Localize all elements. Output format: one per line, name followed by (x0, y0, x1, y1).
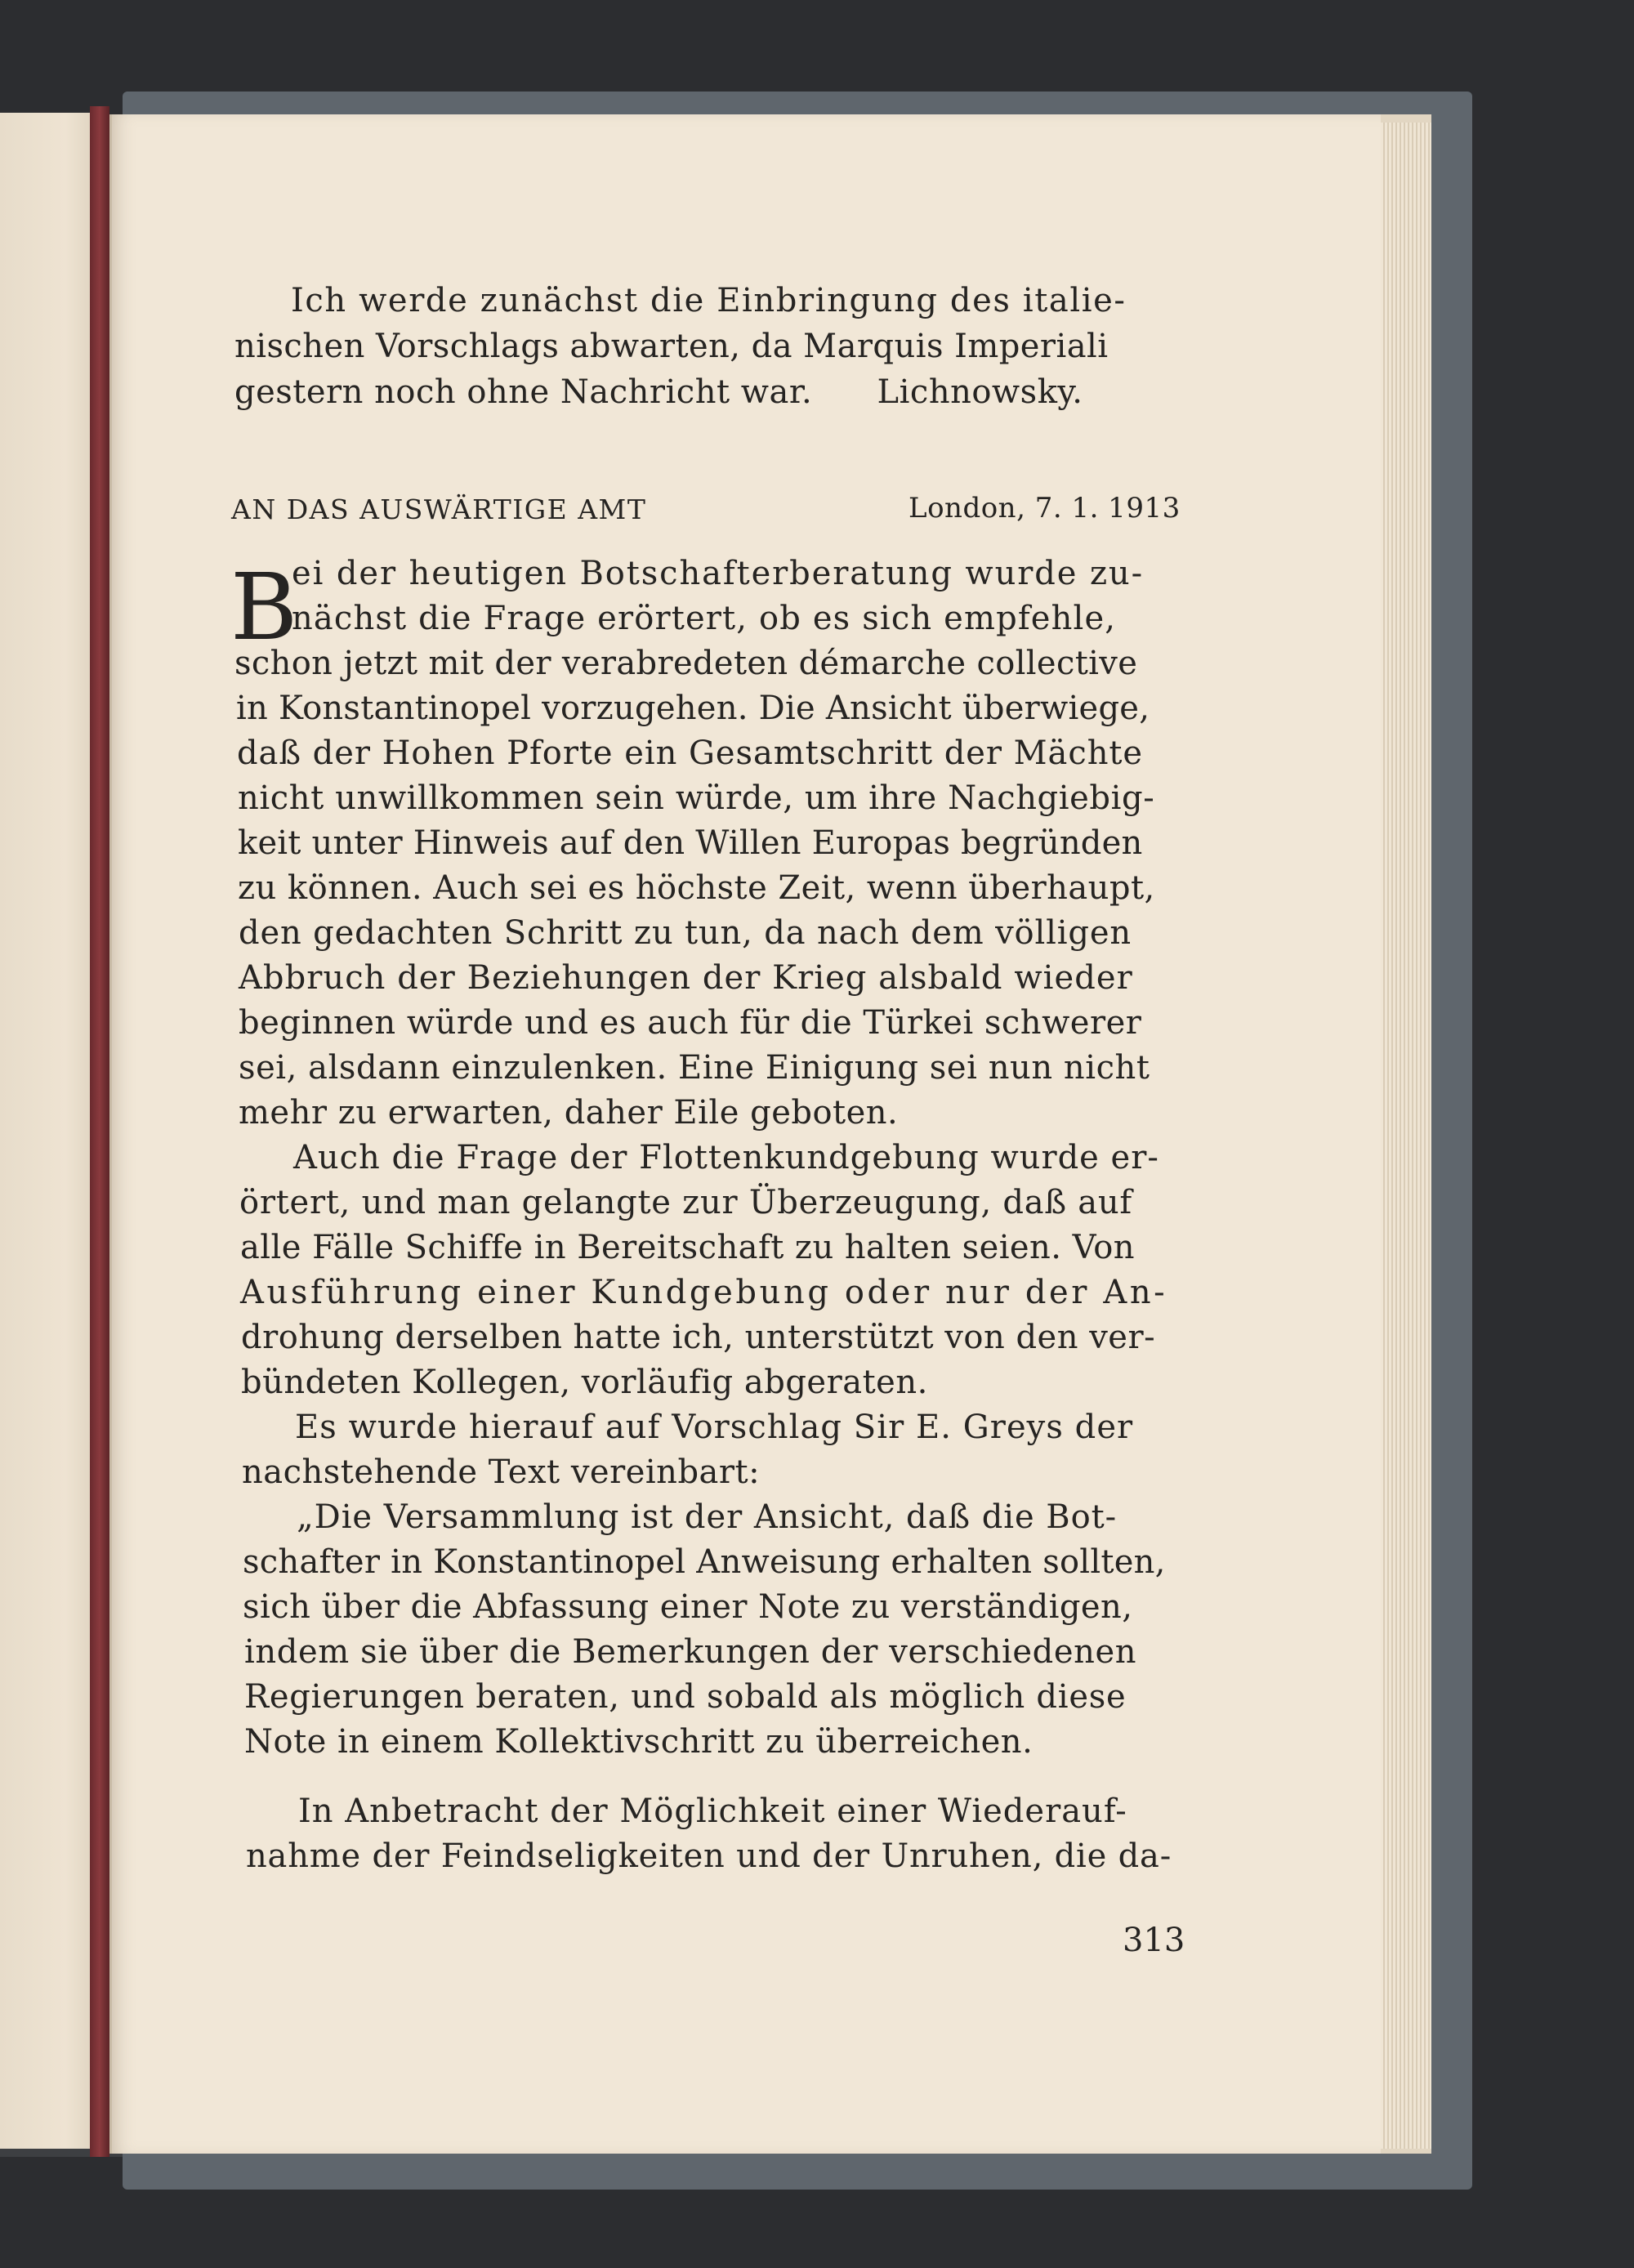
text-line: schafter in Konstantinopel Anweisung erhalten sollten, (243, 1543, 1166, 1581)
text-line: Auch die Frage der Flottenkundgebung wurde er- (293, 1139, 1159, 1176)
text-line: sich über die Abfassung einer Note zu verständigen, (243, 1588, 1133, 1626)
text-line: ei der heutigen Botschafterberatung wurde zu- (292, 555, 1144, 592)
text-line: beginnen würde und es auch für die Türkei schwerer (239, 1004, 1142, 1042)
spine-headband (90, 106, 109, 2157)
text-line: schon jetzt mit der verabredeten démarche collective (234, 645, 1138, 682)
text-line: „Die Versammlung ist der Ansicht, daß die Bot- (297, 1498, 1118, 1536)
page-stack-edges (1373, 123, 1431, 2149)
text-line: nächst die Frage erörtert, ob es sich empfehle, (292, 600, 1117, 637)
text-line: drohung derselben hatte ich, unterstützt von den ver- (241, 1319, 1156, 1356)
text-line: keit unter Hinweis auf den Willen Europas begründen (238, 824, 1143, 862)
text-line: Es wurde hierauf auf Vorschlag Sir E. Greys der (295, 1409, 1134, 1446)
text-line: daß der Hohen Pforte ein Gesamtschritt der Mächte (237, 734, 1144, 772)
page-number: 313 (1123, 1922, 1185, 1959)
text-line: Ich werde zunächst die Einbringung des italie- (291, 282, 1127, 319)
text-line: Note in einem Kollektivschritt zu überreichen. (244, 1723, 1034, 1761)
text-line: alle Fälle Schiffe in Bereitschaft zu halten seien. Von (240, 1229, 1136, 1266)
text-line: örtert, und man gelangte zur Überzeugung, daß auf (239, 1184, 1132, 1221)
text-line: In Anbetracht der Möglichkeit einer Wiederauf- (298, 1793, 1127, 1830)
text-line: gestern noch ohne Nachricht war. Lichnowsky. (234, 373, 1083, 411)
text-line: indem sie über die Bemerkungen der verschiedenen (244, 1633, 1137, 1671)
text-line: in Konstantinopel vorzugehen. Die Ansicht überwiege, (236, 690, 1150, 727)
text-line: sei, alsdann einzulenken. Eine Einigung sei nun nicht (239, 1049, 1150, 1087)
letter-place-date: London, 7. 1. 1913 (909, 492, 1181, 525)
gutter (109, 114, 112, 2154)
text-line: nischen Vorschlags abwarten, da Marquis Imperiali (234, 328, 1109, 365)
text-line: zu können. Auch sei es höchste Zeit, wenn überhaupt, (238, 869, 1155, 907)
text-line: nahme der Feindseligkeiten und der Unruhen, die da- (246, 1837, 1172, 1875)
text-line: Regierungen beraten, und sobald als möglich diese (244, 1678, 1127, 1716)
text-line: nicht unwillkommen sein würde, um ihre Nachgiebig- (238, 779, 1155, 817)
text-line: Ausführung einer Kundgebung oder nur der An- (240, 1274, 1168, 1311)
text-line: Abbruch der Beziehungen der Krieg alsbald wieder (239, 959, 1133, 997)
drop-cap: B (230, 555, 298, 661)
text-line: mehr zu erwarten, daher Eile geboten. (239, 1094, 899, 1132)
text-line: bündeten Kollegen, vorläufig abgeraten. (241, 1364, 928, 1401)
text-line: den gedachten Schritt zu tun, da nach dem völligen (239, 914, 1132, 952)
text-line: nachstehende Text vereinbart: (242, 1453, 761, 1491)
letter-recipient-heading: AN DAS AUSWÄRTIGE AMT (231, 493, 647, 525)
